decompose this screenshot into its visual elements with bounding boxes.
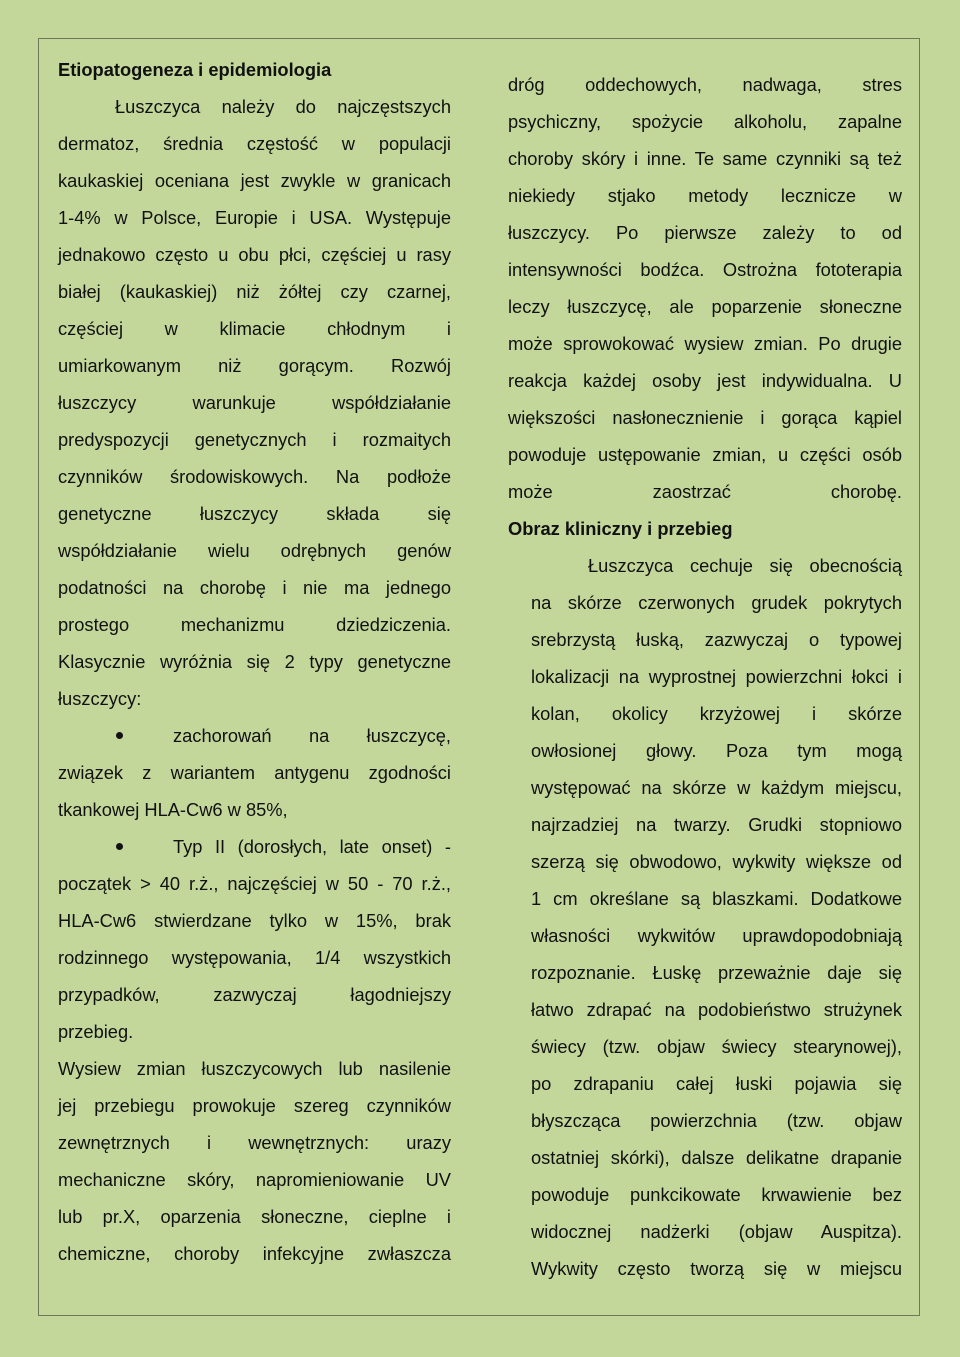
text-line: czynników środowiskowych. Na podłoże — [58, 466, 451, 487]
bullet-item-type-1 — [58, 717, 451, 754]
text-line: kolan, okolicy krzyżowej i skórze — [531, 703, 902, 724]
text-line: przebieg. — [58, 1021, 134, 1042]
text-line: widocznej nadżerki (objaw Auspitza). — [531, 1221, 902, 1242]
text-line: współdziałanie wielu odrębnych genów — [58, 540, 451, 561]
text-line: 1-4% w Polsce, Europie i USA. Występuje — [58, 207, 451, 228]
bullet-text: Typ II (dorosłych, late onset) - — [173, 836, 451, 857]
bullet-text: zachorowań na łuszczycę, — [173, 725, 451, 746]
section-heading-clinical: Obraz kliniczny i przebieg — [508, 518, 733, 539]
bullet-item-type-2 — [58, 828, 451, 865]
bullet-icon — [116, 843, 123, 850]
text-line: może zaostrzać chorobę. — [508, 481, 902, 502]
text-line: rozpoznanie. Łuskę przeważnie daje się — [531, 962, 902, 983]
text-line: umiarkowanym niż gorącym. Rozwój — [58, 355, 451, 376]
text-line: lub pr.X, oparzenia słoneczne, cieplne i — [58, 1206, 451, 1227]
section-heading-etiopathogenesis: Etiopatogeneza i epidemiologia — [58, 59, 332, 80]
text-line: po zdrapaniu całej łuski pojawia się — [531, 1073, 902, 1094]
left-column — [58, 51, 451, 1272]
text-line: ostatniej skórki), dalsze delikatne drapanie — [531, 1147, 902, 1168]
text-line: choroby skóry i inne. Te same czynniki są też — [508, 148, 902, 169]
text-line: błyszcząca powierzchnia (tzw. objaw — [531, 1110, 902, 1131]
text-line: Klasycznie wyróżnia się 2 typy genetyczne — [58, 651, 451, 672]
text-line: tkankowej HLA-Cw6 w 85%, — [58, 799, 288, 820]
text-line: lokalizacji na wyprostnej powierzchni łokci i — [531, 666, 902, 687]
text-line: własności wykwitów uprawdopodobniają — [531, 925, 902, 946]
text-line: szerzą się obwodowo, wykwity większe od — [531, 851, 902, 872]
text-line: może sprowokować wysiew zmian. Po drugie — [508, 333, 902, 354]
text-line: świecy (tzw. objaw świecy stearynowej), — [531, 1036, 902, 1057]
text-line: srebrzystą łuską, zazwyczaj o typowej — [531, 629, 902, 650]
text-line: łuszczycy: — [58, 688, 142, 709]
text-line: owłosionej głowy. Poza tym mogą — [531, 740, 902, 761]
text-line: dermatoz, średnia częstość w populacji — [58, 133, 451, 154]
text-line: mechaniczne skóry, napromieniowanie UV — [58, 1169, 451, 1190]
text-line: leczy łuszczycę, ale poparzenie słoneczne — [508, 296, 902, 317]
right-column — [508, 66, 902, 1287]
text-line: rodzinnego występowania, 1/4 wszystkich — [58, 947, 451, 968]
text-line: niekiedy stjako metody lecznicze w — [508, 185, 902, 206]
text-line: intensywności bodźca. Ostrożna fototerapia — [508, 259, 902, 280]
text-line: HLA-Cw6 stwierdzane tylko w 15%, brak — [58, 910, 451, 931]
text-line: łatwo zdrapać na podobieństwo strużynek — [531, 999, 902, 1020]
text-line: najrzadziej na twarzy. Grudki stopniowo — [531, 814, 902, 835]
text-line: częściej w klimacie chłodnym i — [58, 318, 451, 339]
text-line: psychiczny, spożycie alkoholu, zapalne — [508, 111, 902, 132]
text-line: większości nasłonecznienie i gorąca kąpiel — [508, 407, 902, 428]
text-line: zewnętrznych i wewnętrznych: urazy — [58, 1132, 451, 1153]
text-line: na skórze czerwonych grudek pokrytych — [531, 592, 902, 613]
text-line: kaukaskiej oceniana jest zwykle w granicach — [58, 170, 451, 191]
bullet-icon — [116, 732, 123, 739]
text-line: genetyczne łuszczycy składa się — [58, 503, 451, 524]
text-line: Wysiew zmian łuszczycowych lub nasilenie — [58, 1058, 451, 1079]
text-line: przypadków, zazwyczaj łagodniejszy — [58, 984, 451, 1005]
text-line: występować na skórze w każdym miejscu, — [531, 777, 902, 798]
text-line: podatności na chorobę i nie ma jednego — [58, 577, 451, 598]
text-line: powoduje ustępowanie zmian, u części osób — [508, 444, 902, 465]
text-line: dróg oddechowych, nadwaga, stres — [508, 74, 902, 95]
text-line: prostego mechanizmu dziedziczenia. — [58, 614, 451, 635]
text-line: Łuszczyca należy do najczęstszych — [115, 96, 451, 117]
text-line: Łuszczyca cechuje się obecnością — [588, 555, 902, 576]
text-line: chemiczne, choroby infekcyjne zwłaszcza — [58, 1243, 451, 1264]
text-line: jej przebiegu prowokuje szereg czynników — [58, 1095, 451, 1116]
text-line: reakcja każdej osoby jest indywidualna. U — [508, 370, 902, 391]
text-line: powoduje punkcikowate krwawienie bez — [531, 1184, 902, 1205]
text-line: jednakowo często u obu płci, częściej u rasy — [58, 244, 451, 265]
text-line: łuszczycy warunkuje współdziałanie — [58, 392, 451, 413]
text-line: białej (kaukaskiej) niż żółtej czy czarnej, — [58, 281, 451, 302]
text-line: związek z wariantem antygenu zgodności — [58, 762, 451, 783]
text-line: początek > 40 r.ż., najczęściej w 50 - 70 r.ż., — [58, 873, 451, 894]
text-line: łuszczycy. Po pierwsze zależy to od — [508, 222, 902, 243]
text-line: Wykwity często tworzą się w miejscu — [531, 1258, 902, 1279]
text-line: predyspozycji genetycznych i rozmaitych — [58, 429, 451, 450]
text-line: 1 cm określane są blaszkami. Dodatkowe — [531, 888, 902, 909]
